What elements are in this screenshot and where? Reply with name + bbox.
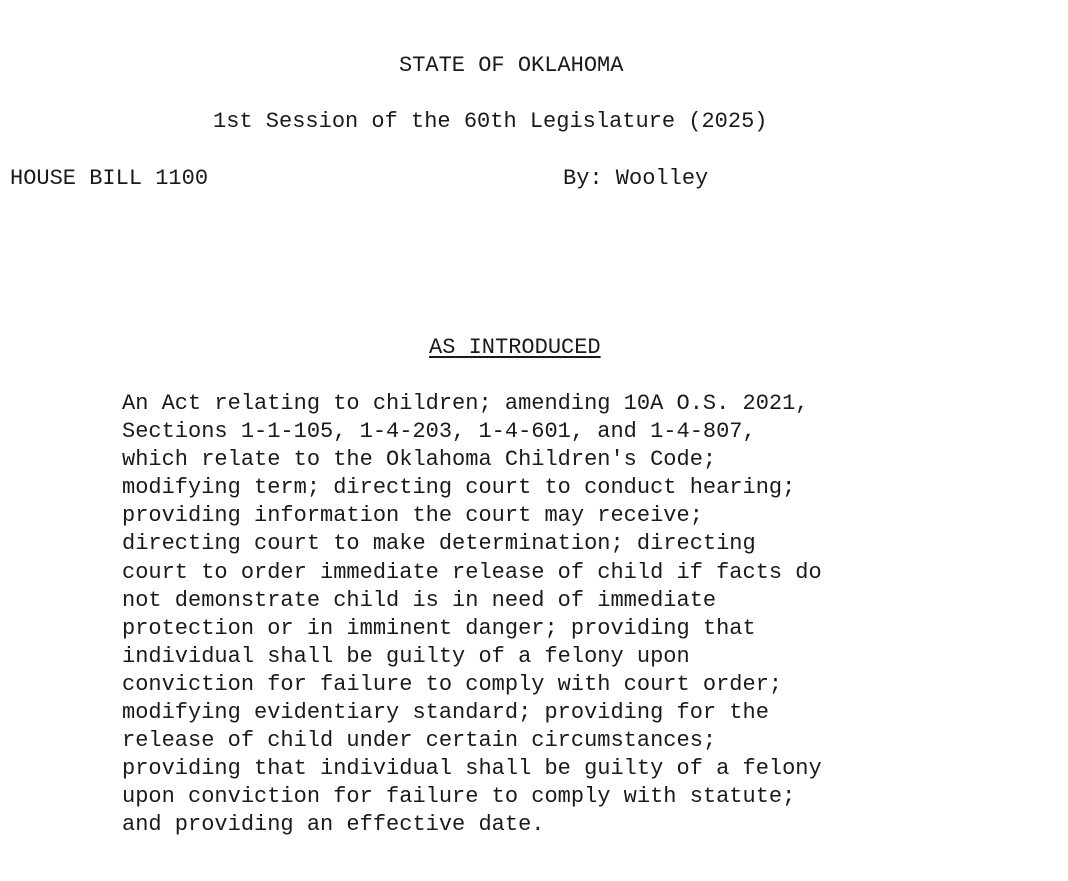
summary-line: providing information the court may receive; — [122, 503, 703, 529]
bill-number: HOUSE BILL 1100 — [10, 166, 209, 191]
summary-line: conviction for failure to comply with court order; — [122, 671, 783, 697]
summary-line: directing court to make determination; directing — [122, 531, 756, 557]
bill-summary — [122, 390, 822, 840]
summary-line: modifying evidentiary standard; providing for the — [122, 700, 769, 726]
summary-line: protection or in imminent danger; providing that — [122, 615, 756, 641]
summary-line: Sections 1-1-105, 1-4-203, 1-4-601, and 1-4-807, — [122, 419, 756, 445]
summary-line: individual shall be guilty of a felony upon — [122, 643, 690, 669]
summary-line: modifying term; directing court to conduct hearing; — [122, 475, 796, 501]
bill-author: By: Woolley — [563, 166, 709, 191]
summary-line: and providing an effective date. — [122, 812, 545, 838]
summary-line: court to order immediate release of child if facts do — [122, 559, 822, 585]
state-title: STATE OF OKLAHOMA — [399, 53, 624, 78]
summary-line: not demonstrate child is in need of immediate — [122, 587, 717, 613]
bill-status-heading: AS INTRODUCED — [429, 335, 601, 360]
summary-line: providing that individual shall be guilty of a felony — [122, 756, 822, 782]
summary-line: An Act relating to children; amending 10A O.S. 2021, — [122, 391, 809, 416]
summary-line: release of child under certain circumstances; — [122, 728, 717, 754]
legislative-session: 1st Session of the 60th Legislature (2025) — [213, 109, 768, 134]
summary-line: upon conviction for failure to comply with statute; — [122, 784, 796, 810]
summary-line: which relate to the Oklahoma Children's Code; — [122, 447, 717, 473]
